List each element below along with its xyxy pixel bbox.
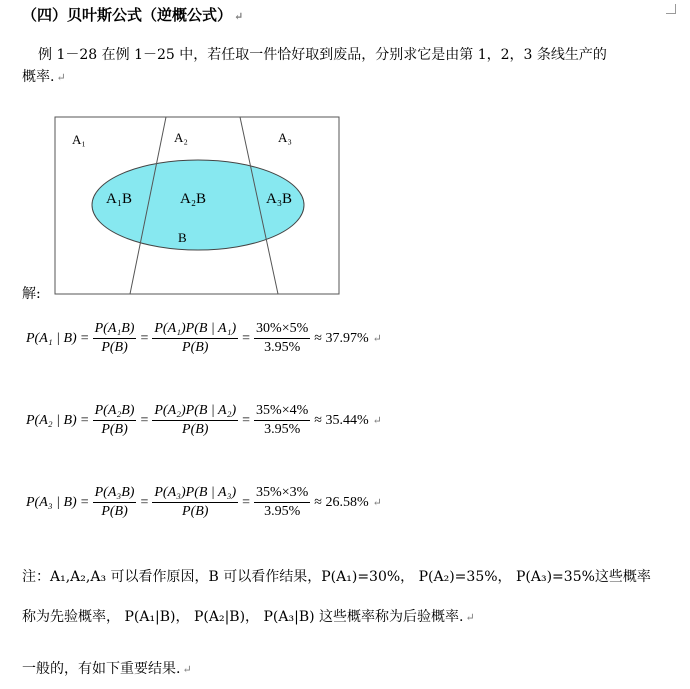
fraction-3: $\frac{35\%\times 4\%}{3.95\%}$ [256,403,309,437]
formula-lhs: P(A₂ | B) [26,412,77,428]
intersection-label-a2b: A₂B [180,191,207,207]
paragraph-mark-icon: ↵ [56,71,66,84]
venn-diagram [0,0,690,300]
fraction-3: $\frac{35\%\times 3\%}{3.95\%}$ [256,485,309,519]
region-label-a3: A₃ [278,130,292,145]
example-line-1: 例 1－28 在例 1－25 中，若任取一件恰好取到废品，分别求它是由第 1，2，3 条线生产的 [38,47,607,63]
paragraph-mark-icon: ↵ [372,497,382,509]
paragraph-mark-icon: ↵ [182,663,192,676]
conclusion-line: 一般的，有如下重要结果. ↵ [22,661,192,677]
paragraph-mark-icon: ↵ [234,10,244,23]
fraction-2: $\frac{\text{P(A₁)P(B | A₁)}}{P(B)}$ [154,321,237,355]
intersection-label-a1b: A₁B [106,191,133,207]
note-line-1: 注：A₁,A₂,A₃ 可以看作原因，B 可以看作结果，P(A₁)=30%， P(A₂)=35%， P(A₃)=35%这些概率 [22,569,651,585]
fraction-1: $\frac{\text{P(A₁B)}}{P(B)}$ [94,321,135,355]
fraction-1: $\frac{\text{P(A₃B)}}{P(B)}$ [94,485,135,519]
event-label-b: B [178,230,187,245]
formula-result: ≈ 35.44% [314,412,369,428]
bayes-formula-1: P(A₁ | B) = $\frac{\text{P(A₁B)}}{P(B)}$ = $\frac{\text{P(A₁)P(B | A₁)}}{P(B)}$ = $\frac{30\%\times 5\%}{3.95\%}$ ≈ 37.97% ↵ [26,321,382,355]
fraction-1: $\frac{\text{P(A₂B)}}{P(B)}$ [94,403,135,437]
paragraph-mark-icon: ↵ [372,415,382,427]
fraction-2: $\frac{\text{P(A₂)P(B | A₂)}}{P(B)}$ [154,403,237,437]
bayes-formula-3: P(A₃ | B) = $\frac{\text{P(A₃B)}}{P(B)}$ = $\frac{\text{P(A₃)P(B | A₃)}}{P(B)}$ = $\frac{35\%\times 3\%}{3.95\%}$ ≈ 26.58% ↵ [26,485,382,519]
example-line-2: 概率. ↵ [22,69,66,85]
fraction-3: $\frac{30\%\times 5\%}{3.95\%}$ [256,321,309,355]
intersection-label-a3b: A₃B [266,191,293,207]
formula-lhs: P(A₁ | B) [26,330,77,346]
region-label-a2: A₂ [174,130,188,145]
formula-result: ≈ 26.58% [314,494,369,510]
solution-label: 解: [22,286,41,302]
formula-lhs: P(A₃ | B) [26,494,77,510]
formula-result: ≈ 37.97% [314,330,369,346]
paragraph-mark-icon: ↵ [465,611,475,624]
note-line-2: 称为先验概率， P(A₁|B)， P(A₂|B)， P(A₃|B) 这些概率称为后验概率. ↵ [22,609,475,625]
fraction-2: $\frac{\text{P(A₃)P(B | A₃)}}{P(B)}$ [154,485,237,519]
paragraph-mark-icon: ↵ [372,333,382,345]
section-heading: （四）贝叶斯公式（逆概公式） ↵ [22,6,244,24]
bayes-formula-2: P(A₂ | B) = $\frac{\text{P(A₂B)}}{P(B)}$ = $\frac{\text{P(A₂)P(B | A₂)}}{P(B)}$ = $\frac{35\%\times 4\%}{3.95\%}$ ≈ 35.44% ↵ [26,403,382,437]
region-label-a1: A₁ [72,132,86,147]
